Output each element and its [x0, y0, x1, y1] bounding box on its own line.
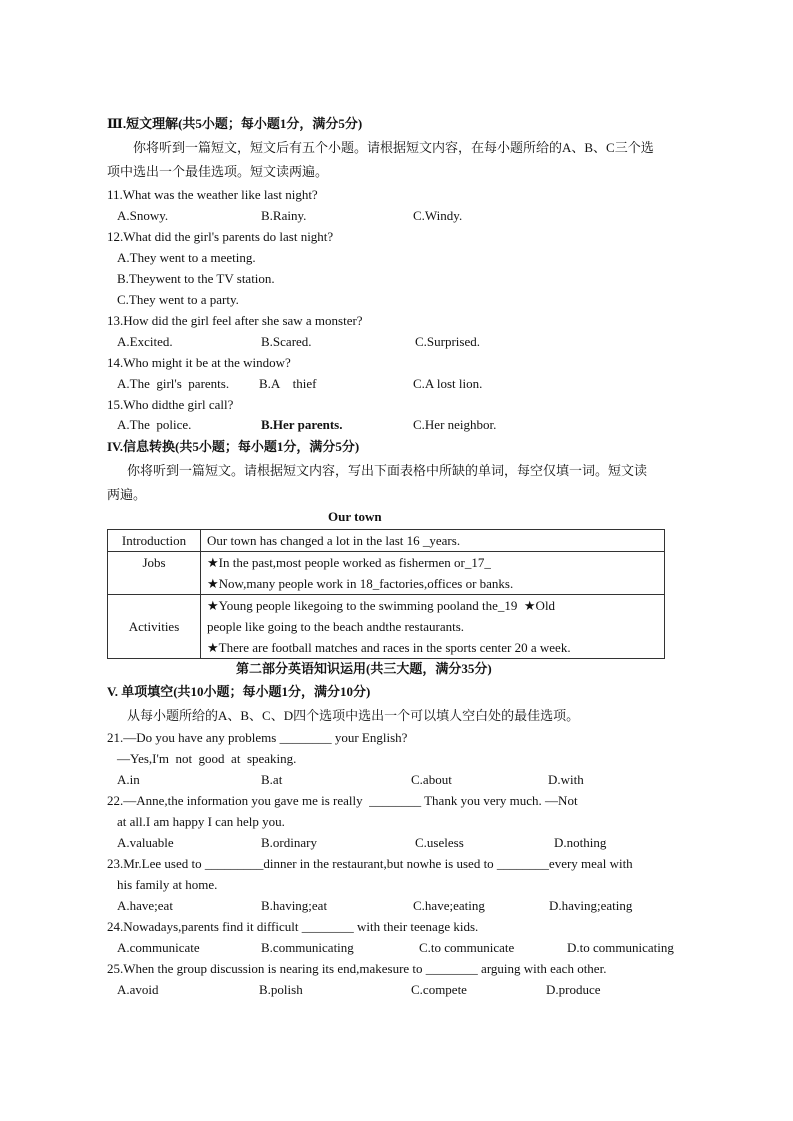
question-13-option-b: B.Scared. [261, 334, 312, 349]
question-23-option-d: D.having;eating [549, 898, 633, 913]
section-4-heading: IV.信息转换(共5小题；每小题1分，满分5分) [107, 439, 360, 454]
question-13-option-a: A.Excited. [117, 334, 173, 349]
question-23-line-2: his family at home. [117, 877, 218, 892]
section-3-intro-line-1: 你将听到一篇短文，短文后有五个小题。请根据短文内容，在每小题所给的A、B、C三个选 [133, 140, 654, 155]
question-21-option-b: B.at [261, 772, 283, 787]
question-22-option-d: D.nothing [554, 835, 607, 850]
row-body-jobs [201, 552, 665, 595]
question-21-option-c: C.about [411, 772, 452, 787]
question-25-line-1: 25.When the group discussion is nearing its end,makesure to ________ arguing with each other. [107, 961, 607, 976]
question-25-option-a: A.avoid [117, 982, 159, 997]
part-2-heading: 第二部分英语知识运用(共三大题，满分35分) [236, 661, 492, 676]
question-23-line-1: 23.Mr.Lee used to _________dinner in the restaurant,but nowhe is used to ________every meal with [107, 856, 633, 871]
question-14-option-c: C.A lost lion. [413, 376, 483, 391]
question-25-option-b: B.polish [259, 982, 303, 997]
table-line: ★Now,many people work in 18_factories,offices or banks. [207, 576, 514, 591]
table-title: Our town [328, 509, 382, 524]
question-13-option-c: C.Surprised. [415, 334, 480, 349]
question-11-option-a: A.Snowy. [117, 208, 169, 223]
question-22-line-2: at all.I am happy I can help you. [117, 814, 285, 829]
question-21-option-a: A.in [117, 772, 140, 787]
section-4-intro-line-2: 两遍。 [107, 487, 147, 502]
table-line: ★There are football matches and races in the sports center 20 a week. [207, 640, 571, 655]
question-15-option-c: C.Her neighbor. [413, 417, 497, 432]
question-14-option-b: B.A thief [259, 376, 317, 391]
info-table [107, 529, 665, 659]
question-25-option-c: C.compete [411, 982, 467, 997]
question-14-option-a: A.The girl's parents. [117, 376, 230, 391]
section-3-heading: Ⅲ.短文理解(共5小题；每小题1分，满分5分) [107, 116, 363, 131]
question-21-option-d: D.with [548, 772, 584, 787]
row-head-jobs: Jobs [108, 552, 201, 595]
section-4-intro-line-1: 你将听到一篇短文。请根据短文内容，写出下面表格中所缺的单词，每空仅填一词。短文读 [127, 463, 648, 478]
question-24-option-d: D.to communicating [567, 940, 674, 955]
question-12-stem: 12.What did the girl's parents do last night? [107, 229, 334, 244]
table-row [108, 595, 665, 659]
question-24-option-c: C.to communicate [419, 940, 515, 955]
question-12-option-c: C.They went to a party. [117, 292, 239, 307]
question-22-option-b: B.ordinary [261, 835, 317, 850]
table-line: Our town has changed a lot in the last 16 _years. [207, 533, 461, 548]
table-line: people like going to the beach andthe restaurants. [207, 619, 465, 634]
question-25-option-d: D.produce [546, 982, 601, 997]
question-24-option-a: A.communicate [117, 940, 200, 955]
table-row [108, 552, 665, 595]
question-15-option-a: A.The police. [117, 417, 192, 432]
question-12-option-b: B.Theywent to the TV station. [117, 271, 275, 286]
table-row [108, 530, 665, 552]
question-11-option-c: C.Windy. [413, 208, 463, 223]
question-15-option-b: B.Her parents. [261, 417, 343, 432]
question-11-option-b: B.Rainy. [261, 208, 307, 223]
question-22-option-a: A.valuable [117, 835, 174, 850]
question-15-stem: 15.Who didthe girl call? [107, 397, 234, 412]
question-21-line-2: —Yes,I'm not good at speaking. [117, 751, 297, 766]
question-23-option-b: B.having;eat [261, 898, 328, 913]
table-line: ★Young people likegoing to the swimming pooland the_19 ★Old [207, 598, 556, 613]
question-14-stem: 14.Who might it be at the window? [107, 355, 291, 370]
question-24-option-b: B.communicating [261, 940, 354, 955]
row-head-introduction: Introduction [108, 530, 201, 552]
section-3-intro-line-2: 项中选出一个最佳选项。短文读两遍。 [107, 164, 329, 179]
row-head-activities: Activities [108, 595, 201, 659]
table-line: ★In the past,most people worked as fishermen or_17_ [207, 555, 491, 570]
section-5-intro: 从每小题所给的A、B、C、D四个选项中选出一个可以填人空白处的最佳选项。 [127, 708, 580, 723]
question-24-line-1: 24.Nowadays,parents find it difficult ________ with their teenage kids. [107, 919, 479, 934]
question-23-option-c: C.have;eating [413, 898, 485, 913]
question-12-option-a: A.They went to a meeting. [117, 250, 256, 265]
row-body-introduction [201, 530, 665, 552]
question-23-option-a: A.have;eat [117, 898, 173, 913]
question-21-line-1: 21.—Do you have any problems ________ your English? [107, 730, 408, 745]
section-5-heading: V. 单项填空(共10小题；每小题1分，满分10分) [107, 684, 371, 699]
question-22-option-c: C.useless [415, 835, 464, 850]
question-13-stem: 13.How did the girl feel after she saw a monster? [107, 313, 363, 328]
row-body-activities [201, 595, 665, 659]
question-11-stem: 11.What was the weather like last night? [107, 187, 318, 202]
question-22-line-1: 22.—Anne,the information you gave me is really ________ Thank you very much. —Not [107, 793, 578, 808]
